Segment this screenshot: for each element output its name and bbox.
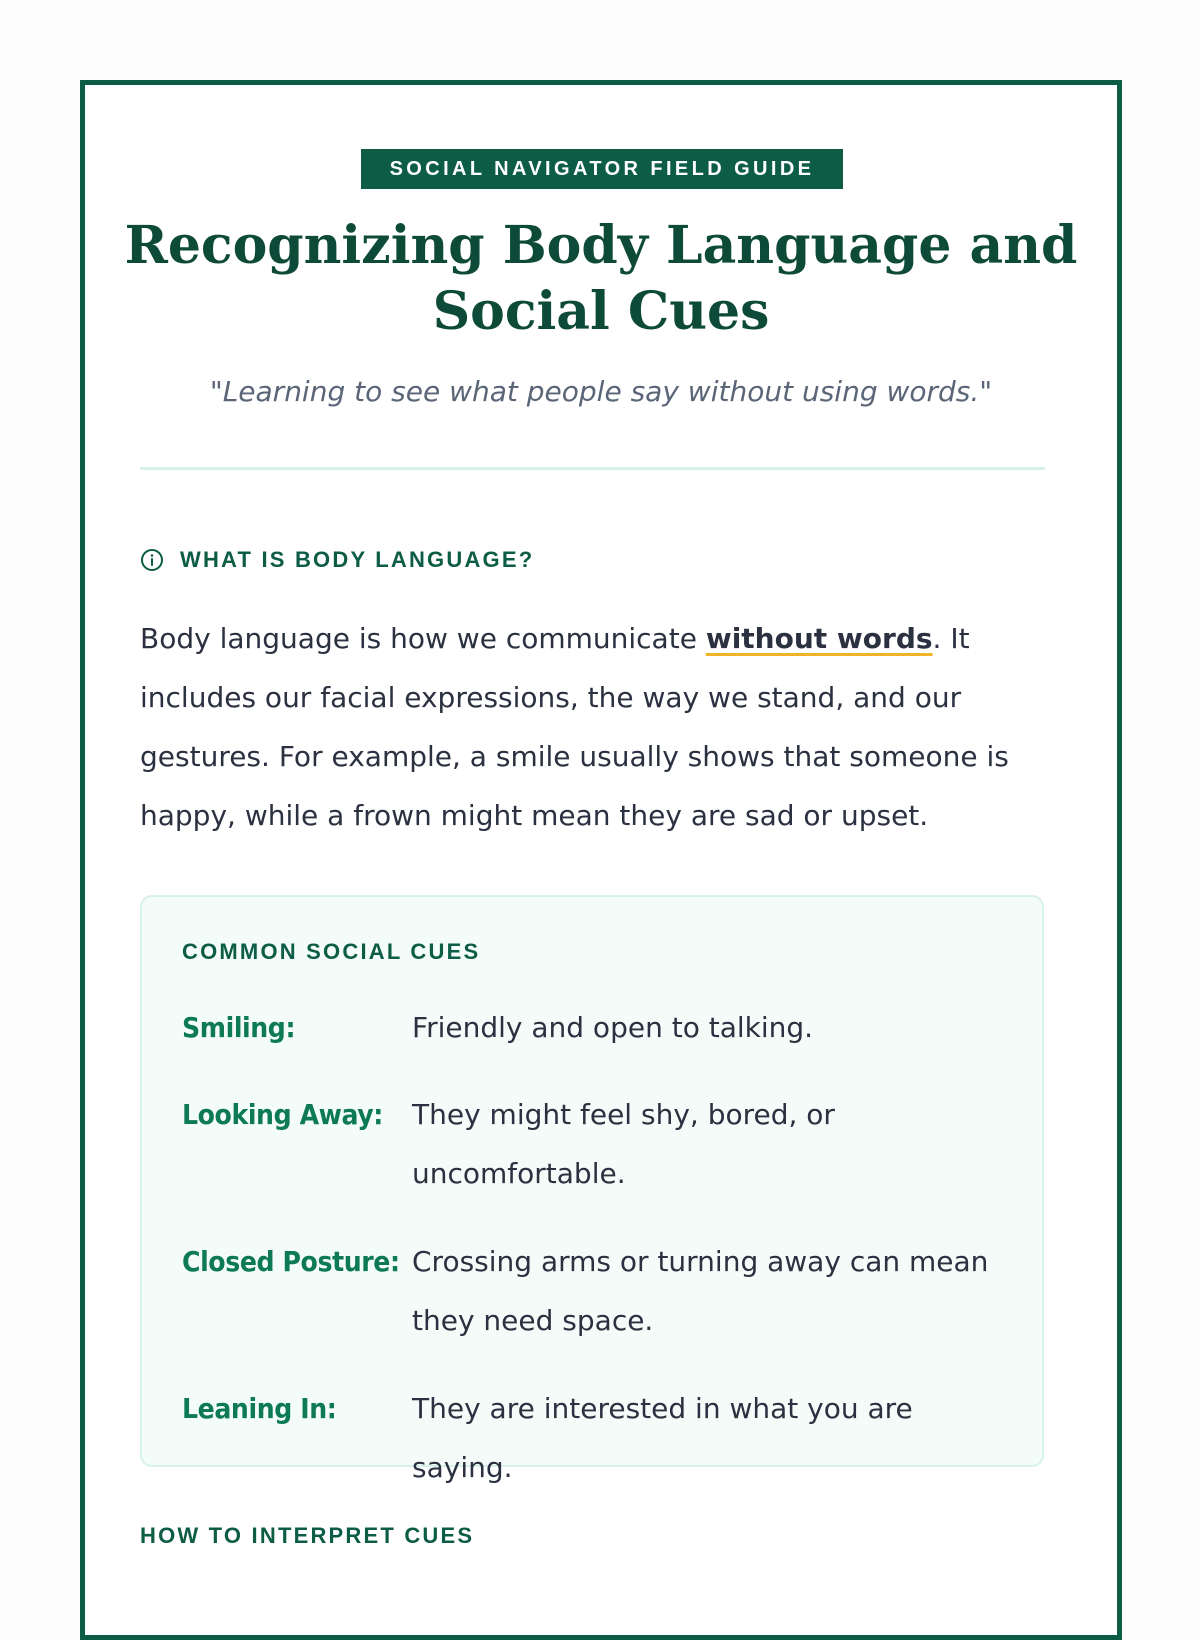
cue-row [182,998,1022,1057]
cue-term: Closed Posture: [182,1245,400,1278]
cue-term: Smiling: [182,1011,296,1044]
body-language-paragraph [140,609,1040,845]
cue-term: Looking Away: [182,1098,383,1131]
page-title: Recognizing Body Language and Social Cues [124,215,1078,342]
section-heading-what [140,547,534,573]
cue-row [182,1085,1022,1203]
cue-term: Leaning In: [182,1392,337,1425]
cue-description: They are interested in what you are saying. [412,1392,913,1484]
cue-description: They might feel shy, bored, or uncomfortable. [412,1098,835,1190]
paragraph-text-start: Body language is how we communicate [140,622,706,655]
common-cues-panel [140,895,1044,1484]
guide-badge: SOCIAL NAVIGATOR FIELD GUIDE [361,149,843,189]
paragraph-text-end: . It includes our facial expressions, the way we stand, and our gestures. For example, a smile usually shows that someone is happy, while a frown might mean they are sad or upset. [140,622,1009,832]
section-heading-what-label: WHAT IS BODY LANGUAGE? [180,547,535,572]
cue-row [182,1379,1022,1497]
common-cues-heading: COMMON SOCIAL CUES [182,939,481,964]
info-circle-icon [140,548,164,572]
cue-description: Friendly and open to talking. [412,1011,814,1044]
section-heading-interpret: HOW TO INTERPRET CUES [140,1523,475,1548]
header-divider [140,467,1045,470]
cue-description: Crossing arms or turning away can mean they need space. [412,1245,989,1337]
cue-row [182,1232,1022,1350]
guide-card [80,80,1122,1640]
page-subtitle: "Learning to see what people say without using words." [209,375,993,408]
paragraph-emphasis: without words [705,622,933,655]
